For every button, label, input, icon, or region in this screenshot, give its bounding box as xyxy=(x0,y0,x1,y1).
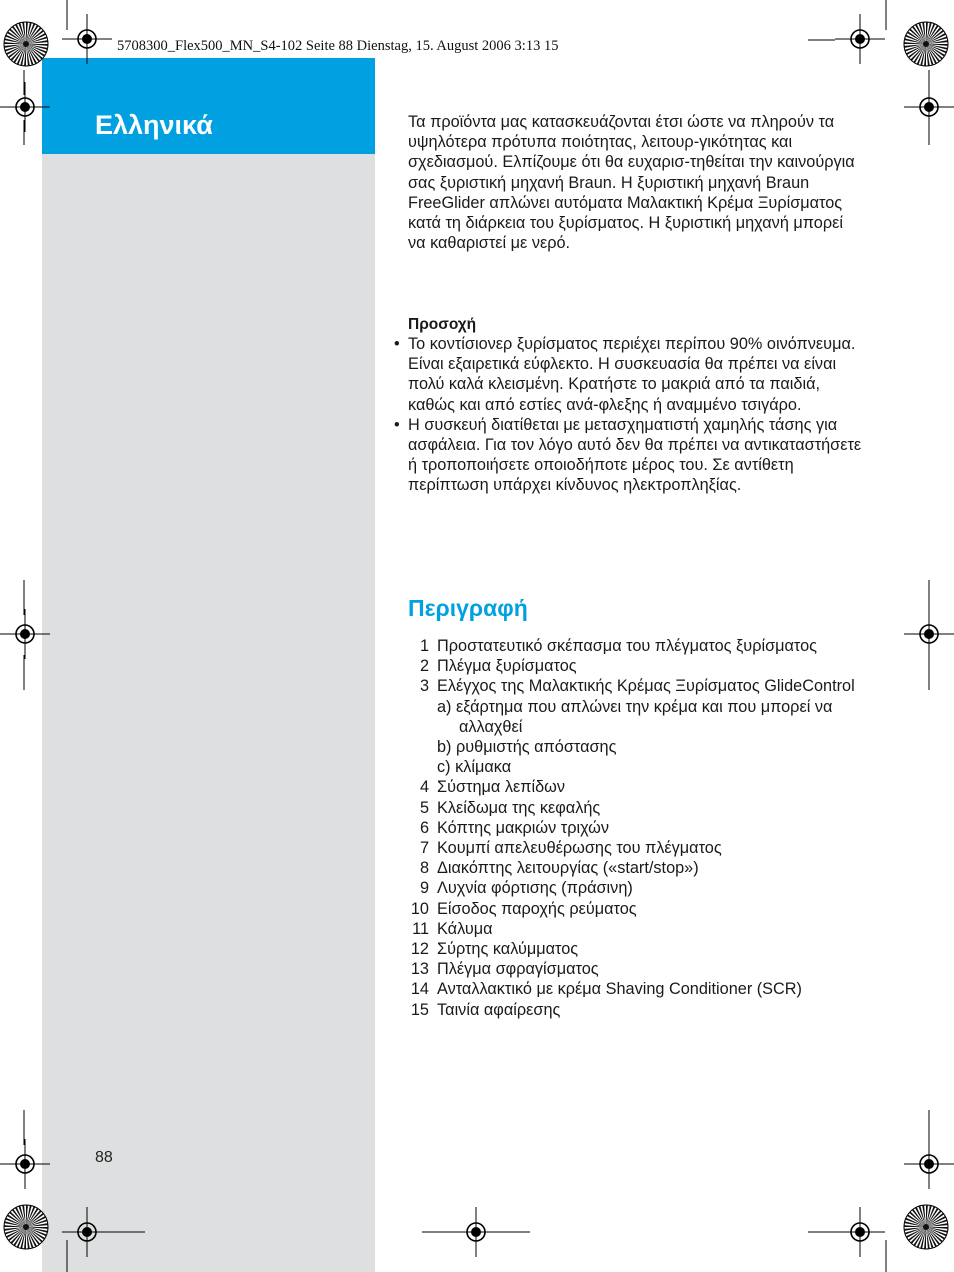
warning-heading: Προσοχή xyxy=(408,316,477,333)
language-title: Ελληνικά xyxy=(95,110,213,140)
item-number: 8 xyxy=(419,859,429,878)
bullet-icon: • xyxy=(394,335,400,353)
description-heading: Περιγραφή xyxy=(408,595,528,621)
item-number: 2 xyxy=(419,657,429,676)
item-number: 5 xyxy=(419,798,429,817)
item-text: Λυχνία φόρτισης (πράσινη) xyxy=(437,879,633,898)
item-text: b) ρυθμιστής απόστασης xyxy=(437,738,617,757)
item-text: Πλέγμα σφραγίσματος xyxy=(437,960,599,979)
item-text: Σύρτης καλύμματος xyxy=(437,940,579,959)
item-text: a) εξάρτημα που απλώνει την κρέμα και που μπορεί να αλλαχθεί xyxy=(437,697,833,736)
warning-item-text: Η συσκευή διατίθεται με μετασχηματιστή χαμηλής τάσης για ασφάλεια. Για τον λόγο αυτό δεν θα πρέπει να αντικαταστήσετε ή τροποποιήσετε οποιοδήποτε μέρος του. Σε αντίθετη περίπτωση υπάρχει κίνδυνος ηλεκτροπληξίας. xyxy=(408,415,862,495)
item-number: 6 xyxy=(419,818,429,837)
page-number: 88 xyxy=(95,1149,113,1166)
item-text: Κάλυμα xyxy=(437,919,493,938)
item-text: Κουμπί απελευθέρωσης του πλέγματος xyxy=(437,839,722,858)
item-text: Ταινία αφαίρεσης xyxy=(437,1000,561,1019)
item-text: Κόπτης μακριών τριχών xyxy=(437,818,610,837)
item-number: 13 xyxy=(410,960,429,979)
item-number: 14 xyxy=(410,980,429,999)
item-number: 15 xyxy=(410,1000,429,1019)
item-text: Είσοδος παροχής ρεύματος xyxy=(437,899,637,918)
item-text: Πλέγμα ξυρίσματος xyxy=(437,657,577,676)
item-text: Ανταλλακτικό με κρέμα Shaving Conditioner (SCR) xyxy=(437,980,802,999)
warning-item-text: Το κοντίσιονερ ξυρίσματος περιέχει περίπου 90% οινόπνευμα. Είναι εξαιρετικά εύφλεκτο. Η συσκευασία θα πρέπει να είναι πολύ καλά κλεισμένη. Κρατήστε το μακριά από τα παιδιά, καθώς και από εστίες ανά-φλεξης ή αναμμένο τσιγάρο. xyxy=(408,335,856,414)
item-number: 11 xyxy=(412,919,429,938)
item-text: c) κλίμακα xyxy=(437,758,512,777)
bullet-icon: • xyxy=(394,415,400,434)
item-text: Σύστημα λεπίδων xyxy=(437,778,565,797)
item-number: 10 xyxy=(410,899,429,918)
item-number: 4 xyxy=(419,778,429,797)
intro-paragraph: Τα προϊόντα μας κατασκευάζονται έτσι ώστε να πληρούν τα υψηλότερα πρότυπα ποιότητας, λειτουρ-γικότητας και σχεδιασμού. Ελπίζουμε ότι θα ευχαρισ-τηθείται την καινούργια σας ξυριστική μηχανή Braun. Η ξυριστική μηχανή Braun FreeGlider απλώνει αυτόματα Μαλακτική Κρέμα Ξυρίσματος κατά τη διάρκεια του ξυρίσματος. Η ξυριστική μηχανή μπορεί να καθαριστεί με νερό. xyxy=(408,113,855,253)
item-number: 7 xyxy=(419,839,429,858)
item-number: 3 xyxy=(419,677,429,696)
item-number: 12 xyxy=(410,940,429,959)
item-text: Κλείδωμα της κεφαλής xyxy=(437,798,601,817)
print-header: 5708300_Flex500_MN_S4-102 Seite 88 Dienstag, 15. August 2006 3:13 15 xyxy=(117,38,559,54)
item-text: Προστατευτικό σκέπασμα του πλέγματος ξυρίσματος xyxy=(437,637,818,655)
item-text: Διακόπτης λειτουργίας («start/stop») xyxy=(437,859,699,878)
item-text: Ελέγχος της Μαλακτικής Κρέμας Ξυρίσματος GlideControl xyxy=(437,677,855,696)
item-number: 9 xyxy=(419,879,429,898)
item-number: 1 xyxy=(419,637,429,655)
